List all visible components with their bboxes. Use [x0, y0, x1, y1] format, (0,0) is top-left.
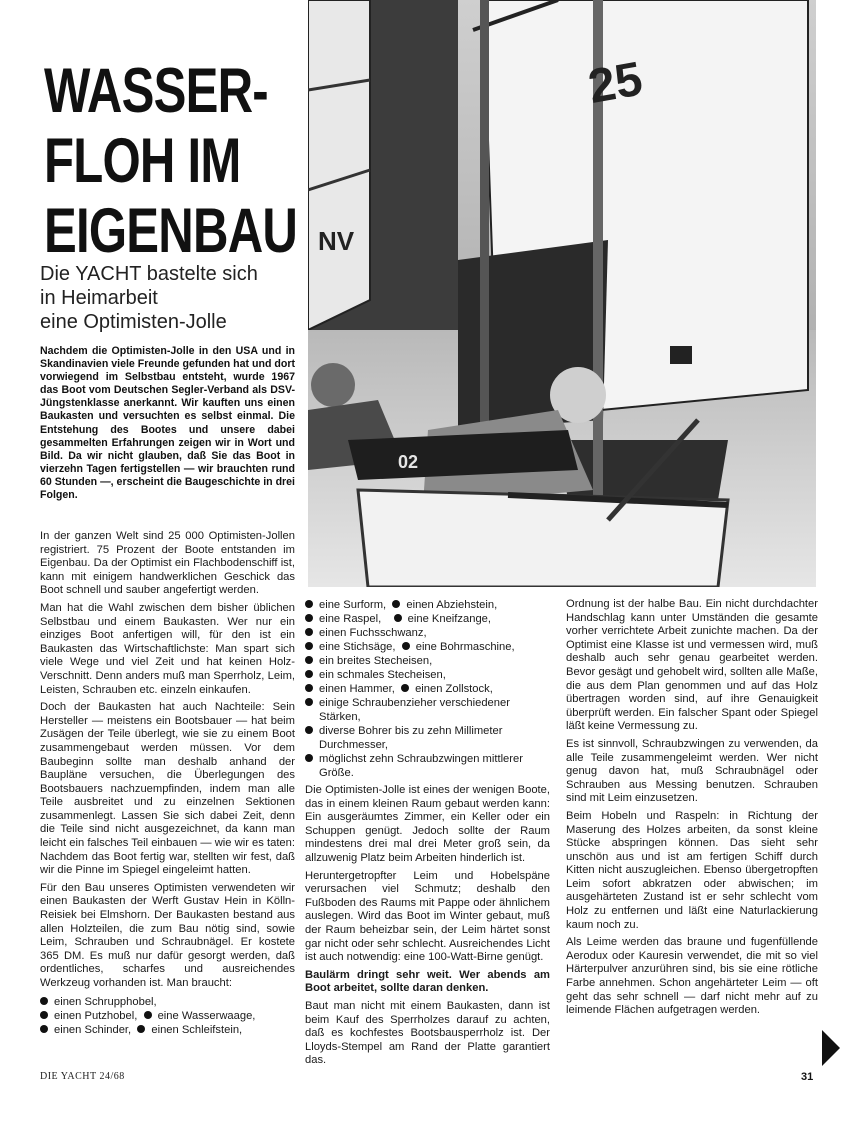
body-paragraph: Für den Bau unseres Optimisten verwendeten wir einen Baukasten der Werft Gustav Hein in Kölln-Reisiek bei Elmshorn. Der Baukasten bestand aus allen Holzteilen, die zum Bau nötig sind, sowie Leim, Schrauben und Schraubnägel. Er kostete 365 DM. Es muß nur dafür gesorgt werden, daß ordentliches, scharfes und ausreichendes Werkzeug vorhanden ist. Man braucht:: [40, 881, 295, 989]
headline-line: FLOH IM: [44, 126, 241, 196]
body-paragraph: Als Leime werden das braune und fugenfüllende Aerodux oder Kauresin verwendet, die mit so viel Härterpulver anzurühren sind, bis sie eine rötliche Farbe annehmen. Schon angehärteter Leim — oft geht das sehr schnell — darf nicht mehr auf zu leimende Flächen aufgetragen werden.: [566, 936, 818, 1017]
tool-item: möglichst zehn Schraubzwingen mittlerer: [305, 752, 550, 766]
article-subheadline: [40, 262, 300, 334]
tool-item: eine Surform, einen Abziehstein,: [305, 598, 550, 612]
subheadline-line: Die YACHT bastelte sich: [40, 263, 258, 285]
lead-paragraph: Nachdem die Optimisten-Jolle in den USA und in Skandinavien viele Freunde gefunden hat und dort vorwiegend im Selbstbau entsteht, wurde 1967 das Boot vom Deutschen Segler-Verband als DSV-Jüngstenklasse anerkannt. Wir kauften uns einen Baukasten und versuchten es selbst einmal. Die Entstehung des Bootes und unsere dabei gesammelten Erfahrungen zeigen wir in Wort und Bild. Da wir nicht glauben, daß Sie das Boot in vierzehn Tagen fertigstellen — wir brauchten rund 60 Stunden —, erscheint die Baugeschichte in drei Folgen.: [40, 345, 295, 502]
tool-item: einen Schrupphobel,: [40, 995, 295, 1009]
headline-line: WASSER-: [44, 56, 268, 126]
magazine-issue: DIE YACHT 24/68: [40, 1071, 125, 1082]
subheadline-line: in Heimarbeit: [40, 287, 158, 309]
tool-item-continuation: Stärken,: [319, 711, 361, 723]
tool-item-continuation: Durchmesser,: [319, 739, 389, 751]
tool-item: einen Putzhobel, eine Wasserwaage,: [40, 1009, 295, 1023]
tool-item: eine Raspel, eine Kneifzange,: [305, 612, 550, 626]
bullet-icon: [401, 684, 409, 692]
continue-arrow-icon: [822, 1030, 840, 1066]
text-column-1: [40, 530, 295, 1037]
optimist-dinghies-illustration: [308, 0, 816, 587]
tool-item: einige Schraubenzieher verschiedener: [305, 696, 550, 710]
bullet-icon: [305, 754, 313, 762]
sail-letters-text: NV: [318, 226, 355, 256]
bullet-icon: [305, 600, 313, 608]
article-headline: [44, 56, 298, 266]
bullet-icon: [144, 1011, 152, 1019]
bullet-icon: [305, 684, 313, 692]
tool-item: diverse Bohrer bis zu zehn Millimeter: [305, 724, 550, 738]
text-column-3: [566, 598, 818, 1022]
tool-item: einen Hammer, einen Zollstock,: [305, 682, 550, 696]
bullet-icon: [305, 726, 313, 734]
text-column-2: [305, 598, 550, 1072]
body-paragraph: Es ist sinnvoll, Schraubzwingen zu verwenden, da alle Teile zusammengeleimt werden. Wer nicht genug davon hat, muß Schraubnägel oder Schrauben aus Messing benutzen. Schrauben sind mit Leim einzusetzen.: [566, 737, 818, 805]
bold-paragraph: Baulärm dringt sehr weit. Wer abends am Boot arbeitet, sollte daran denken.: [305, 968, 550, 995]
bullet-icon: [40, 1025, 48, 1033]
tool-item: ein breites Stecheisen,: [305, 654, 550, 668]
tool-item: eine Stichsäge, eine Bohrmaschine,: [305, 640, 550, 654]
bullet-icon: [305, 628, 313, 636]
body-paragraph: Baut man nicht mit einem Baukasten, dann ist beim Kauf des Sperrholzes darauf zu achten, daß es kochfestes Bootsbausperrholz ist. Der Lloyds-Stempel am Rand der Platte garantiert das.: [305, 999, 550, 1067]
bullet-icon: [305, 614, 313, 622]
page-number: 31: [801, 1071, 814, 1083]
tool-item-continuation: Größe.: [319, 767, 354, 779]
body-paragraph: Beim Hobeln und Raspeln: in Richtung der Maserung des Holzes arbeiten, da sonst kleine Stücke abspringen können. Das sieht sehr unschön aus und ist am fertigen Schiff durch Kitten nicht auszugleichen. Ebenso übergetropften Leim sofort abkratzen oder abwischen; im ausgehärteten Zustand ist er sehr schlecht vom Holz zu entfernen und läßt eine Naturlackierung kaum noch zu.: [566, 809, 818, 931]
sailing-photo: [308, 0, 816, 587]
tool-list: [40, 995, 295, 1037]
body-paragraph: Heruntergetropfter Leim und Hobelspäne verursachen viel Schmutz; deshalb den Fußboden des Raums mit Pappe oder ähnlichem auslegen. Wird das Boot im Winter gebaut, muß der Raum beheizbar sein, der Leim härtet sonst gar nicht oder sehr schlecht. Ausreichendes Licht ist auch notwendig: eine 100-Watt-Birne genügt.: [305, 869, 550, 964]
bullet-icon: [305, 642, 313, 650]
sail-number-text: 25: [584, 52, 647, 115]
tool-item: ein schmales Stecheisen,: [305, 668, 550, 682]
bullet-icon: [402, 642, 410, 650]
bullet-icon: [137, 1025, 145, 1033]
bullet-icon: [305, 656, 313, 664]
tool-list: [305, 598, 550, 780]
tool-item: einen Fuchsschwanz,: [305, 626, 550, 640]
bullet-icon: [40, 997, 48, 1005]
subheadline-line: eine Optimisten-Jolle: [40, 311, 227, 333]
tool-item: einen Schinder, einen Schleifstein,: [40, 1023, 295, 1037]
body-paragraph: Man hat die Wahl zwischen dem bisher üblichen Selbstbau und einem Baukasten. Wer nur ein einziges Boot anfertigen will, für den ist ein Baukasten das Wirtschaftlichste: Man spart sich viele Wege und viel Zeit und hat keinen Holz-Verschnitt. Denn anders muß man Sperrholz, Leim, Leisten, Schrauben etc. einzeln einkaufen.: [40, 601, 295, 696]
bullet-icon: [392, 600, 400, 608]
hull-number-text: 02: [398, 452, 419, 472]
body-paragraph: Die Optimisten-Jolle ist eines der wenigen Boote, das in einem kleinen Raum gebaut werden kann: Ein ausgeräumtes Zimmer, ein Keller oder ein Schuppen genügt. Jedoch sollte der Raum mindestens drei mal drei Meter groß sein, da allzuwenig Platz beim Arbeiten hinderlich ist.: [305, 784, 550, 864]
bullet-icon: [40, 1011, 48, 1019]
body-paragraph: In der ganzen Welt sind 25 000 Optimisten-Jollen registriert. 75 Prozent der Boote entstanden im Eigenbau. Da der Optimist ein Flachbodenschiff ist, kann mit einigem handwerklichen Geschick das Boot schnell und sauber angefertigt werden.: [40, 530, 295, 597]
body-paragraph: Doch der Baukasten hat auch Nachteile: Sein Hersteller — meistens ein Bootsbauer — hat beim Zusägen der Teile überlegt, wie sie zu einem Boot zusammengebaut werden müssen. Vor dem Baubeginn sollte man deshalb anhand der Baupläne versuchen, die Überlegungen des Bootsbauers nachzuempfinden, indem man alle Teile ausbreitet und zu einzelnen Sektionen zusammenlegt. Lassen Sie sich dabei Zeit, denn die Teile sind nicht ausgezeichnet, da kann man leicht ein falsches Teil einbauen — wie wir es taten: Nachdem das Boot fertig war, stellten wir fest, daß wir die Pinne im Spiegel eingeleimt hatten.: [40, 701, 295, 877]
bullet-icon: [305, 670, 313, 678]
bullet-icon: [305, 698, 313, 706]
bullet-icon: [394, 614, 402, 622]
body-paragraph: Ordnung ist der halbe Bau. Ein nicht durchdachter Handschlag kann unter Umständen die gesamte vorher verrichtete Arbeit zunichte machen. Da der Optimist eine Klasse ist und vermessen wird, muß deshalb auch sehr genau gearbeitet werden. Bevor gesägt und gehobelt wird, sollten alle Maße, die aus dem Plan genommen und auf das Holz übertragen worden sind, auf ihre Genauigkeit überprüft werden. Ein falscher Spant oder Spiegel läßt keine Vermessung zu.: [566, 598, 818, 733]
headline-line: EIGENBAU: [44, 196, 298, 266]
